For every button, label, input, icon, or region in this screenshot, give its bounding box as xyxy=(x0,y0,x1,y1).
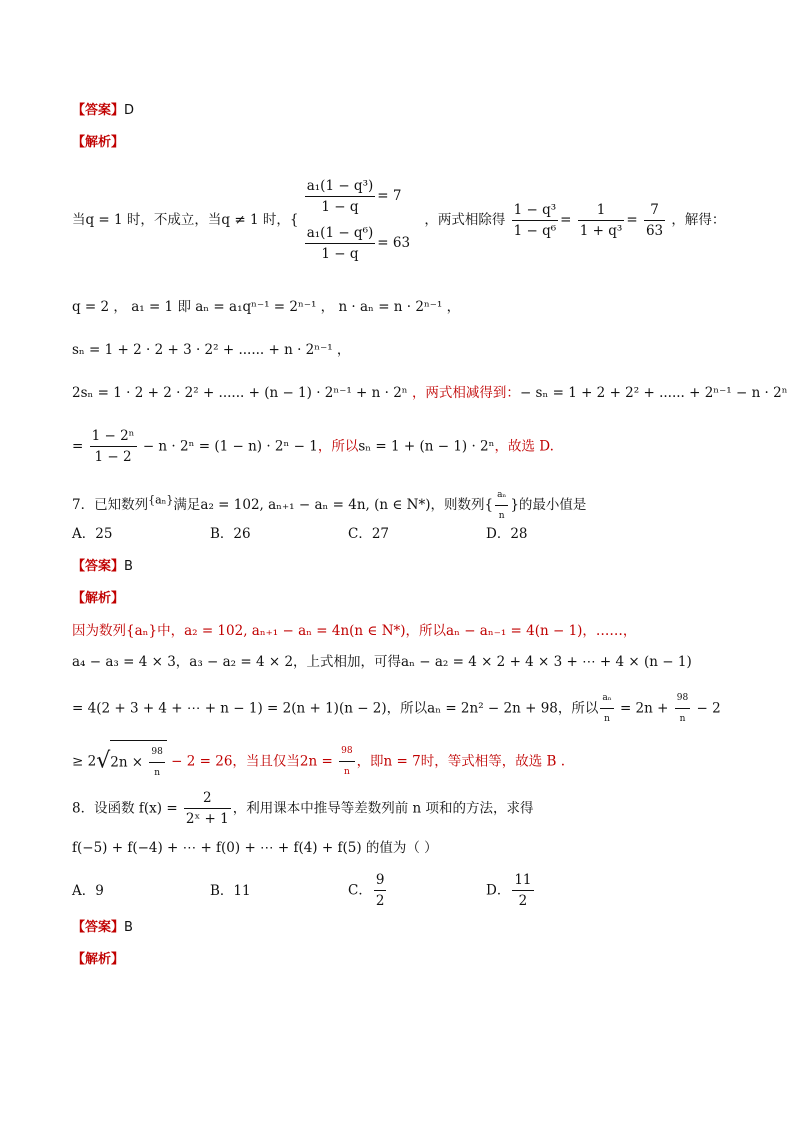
solution-7-line-2: a₄ − a₃ = 4 × 3，a₃ − a₂ = 4 × 2，上式相加，可得aₙ − a₂ = 4 × 2 + 4 × 3 + ⋯ + 4 × (n − 1) xyxy=(72,654,692,670)
fraction-denominator: n xyxy=(604,714,610,724)
fraction-numerator: 2 xyxy=(184,788,231,809)
equation: ≥ 2 xyxy=(72,753,97,770)
equation-rhs: = 7 xyxy=(377,188,402,204)
solution-text: ，两式相除得 xyxy=(424,212,506,228)
solution-text: − 2 = 26，当且仅当2n = xyxy=(166,753,338,770)
option-d[interactable] xyxy=(486,870,624,911)
answer-line-1 xyxy=(72,100,134,121)
fraction-denominator: 1 − q⁶ xyxy=(513,222,557,239)
solution-line-q: 当q = 1 时，不成立，当q ≠ 1 时，{ $\frac{\text{a₁(1 − q³)}}{1 - q}$ = 7 $\frac{\text{a₁(1 − q⁶)}}{1 - q}$ = 63 ，两式相除得 $\frac{\text{1 − q³}}{\text{1 − q⁶}}$ = $\frac{1}{\text{1 + q³}}$ = $\frac{7}{63}$ ，解得： xyxy=(72,178,726,262)
fraction-numerator: 7 xyxy=(644,200,665,221)
solution-line-s2 xyxy=(72,383,788,403)
fraction-denominator: 1 − q xyxy=(321,246,359,262)
answer-value: B xyxy=(124,559,133,574)
answer-value: D xyxy=(124,103,135,118)
solution-7-line-3 xyxy=(72,688,721,729)
question-text: 8．设函数 f(x) = xyxy=(72,800,182,817)
answer-value: B xyxy=(124,920,133,935)
answer-line-3 xyxy=(72,917,133,938)
analysis-tag: 【解析】 xyxy=(72,135,125,150)
question-text: 满足 xyxy=(173,497,201,513)
equation: 2sₙ = 1 · 2 + 2 · 2² + ...... + (n − 1) · 2ⁿ⁻¹ + n · 2ⁿ xyxy=(72,385,412,401)
question-7-options xyxy=(72,524,624,544)
answer-tag: 【答案】 xyxy=(72,920,125,935)
fraction-denominator: 1 − 2 xyxy=(94,449,132,465)
fraction-numerator: 98 xyxy=(149,742,164,763)
answer-line-2 xyxy=(72,556,133,577)
solution-text: ，两式相减得到： xyxy=(411,385,520,401)
fraction-numerator: 98 xyxy=(675,688,690,709)
answer-tag: 【答案】 xyxy=(72,103,125,118)
equation: a₂ = 102, aₙ₊₁ − aₙ = 4n, (n ∈ N*) xyxy=(200,497,431,513)
option-c[interactable] xyxy=(348,870,486,911)
option-label: C． xyxy=(348,882,372,899)
equation: − 2 xyxy=(692,700,721,717)
option-a[interactable]: A．9 xyxy=(72,882,104,899)
analysis-tag: 【解析】 xyxy=(72,591,125,606)
fraction-numerator: aₙ xyxy=(600,688,613,709)
solution-text: ，故选 D. xyxy=(494,438,554,455)
fraction-numerator: 11 xyxy=(512,870,533,891)
solution-text: 当q = 1 时，不成立，当q ≠ 1 时，{ xyxy=(72,212,299,228)
option-label: D． xyxy=(486,882,511,899)
equation-system xyxy=(303,176,410,264)
equation-rhs: = 63 xyxy=(377,235,411,251)
question-8-stem xyxy=(72,788,534,829)
fraction-numerator: aₙ xyxy=(495,485,508,506)
fraction-denominator: 63 xyxy=(645,222,664,239)
solution-text: ，所以 xyxy=(317,438,359,455)
solution-text: ，解得： xyxy=(671,212,726,228)
question-8-options xyxy=(72,870,624,911)
fraction-denominator: n xyxy=(343,767,350,777)
solution-text: ，即n = 7时，等式相等，故选 B . xyxy=(356,753,566,770)
question-7-stem xyxy=(72,485,586,526)
equation: = 4(2 + 3 + 4 + ⋯ + n − 1) = 2(n + 1)(n − 2)，所以aₙ = 2n² − 2n + 98，所以 xyxy=(72,700,599,717)
equation: − sₙ = 1 + 2 + 2² + ...... + 2ⁿ⁻¹ − n · 2ⁿ xyxy=(519,385,788,401)
equation: − n · 2ⁿ = (1 − n) · 2ⁿ − 1 xyxy=(142,438,318,455)
solution-line-s1: sₙ = 1 + 2 · 2 + 3 · 2² + ...... + n · 2ⁿ⁻¹ ， xyxy=(72,342,351,358)
question-text: 7．已知数列 xyxy=(72,497,149,513)
question-text: }的最小值是 xyxy=(510,497,587,513)
fraction-numerator: 1 xyxy=(578,200,625,221)
question-text: ，利用课本中推导等差数列前 n 项和的方法，求得 xyxy=(232,800,534,817)
square-root xyxy=(110,740,167,783)
fraction-denominator: 2 xyxy=(375,893,385,909)
equation: 2n × xyxy=(110,754,148,771)
fraction-denominator: 1 + q³ xyxy=(579,222,623,239)
fraction-numerator: a₁(1 − q³) xyxy=(305,176,376,197)
fraction-denominator: n xyxy=(679,714,686,724)
option-a[interactable]: A．25 xyxy=(72,526,113,542)
equation: = 2n + xyxy=(615,700,673,717)
option-c[interactable]: C．27 xyxy=(348,526,390,542)
fraction-denominator: 2 xyxy=(518,893,528,909)
solution-line-q2: q = 2 ， a₁ = 1 即 aₙ = a₁qⁿ⁻¹ = 2ⁿ⁻¹ ， n · aₙ = n · 2ⁿ⁻¹ ， xyxy=(72,299,461,315)
option-d[interactable]: D．28 xyxy=(486,526,528,542)
solution-7-line-4: ≥ 2√2n × $\frac{98}{n}$ − 2 = 26，当且仅当2n = $\frac{98}{n}$ ，即n = 7时，等式相等，故选 B . xyxy=(72,740,565,783)
fraction-numerator: 1 − q³ xyxy=(512,200,559,221)
question-text: ，则数列{ xyxy=(430,497,494,513)
analysis-heading-2 xyxy=(72,588,124,609)
solution-7-line-1: 因为数列{aₙ}中，a₂ = 102, aₙ₊₁ − aₙ = 4n(n ∈ N*)，所以aₙ − aₙ₋₁ = 4(n − 1)，……， xyxy=(72,623,637,639)
analysis-heading-3 xyxy=(72,949,124,970)
fraction-numerator: a₁(1 − q⁶) xyxy=(305,223,376,244)
fraction-numerator: 9 xyxy=(374,870,387,891)
option-b[interactable]: B．11 xyxy=(210,882,251,899)
answer-tag: 【答案】 xyxy=(72,559,125,574)
solution-line-s3: = $\frac{\text{1 − 2ⁿ}}{1 - 2}$ − n · 2ⁿ = (1 − n) · 2ⁿ − 1，所以sₙ = 1 + (n − 1) · 2ⁿ，故选 D. xyxy=(72,428,554,465)
option-b[interactable]: B．26 xyxy=(210,526,251,542)
analysis-tag: 【解析】 xyxy=(72,952,125,967)
fraction-denominator: n xyxy=(498,511,505,521)
analysis-heading-1 xyxy=(72,132,124,153)
fraction-denominator: n xyxy=(154,768,161,778)
fraction-denominator: 1 − q xyxy=(321,199,359,215)
sequence-symbol: {aₙ} xyxy=(148,493,174,507)
equation: sₙ = 1 + (n − 1) · 2ⁿ xyxy=(358,438,495,455)
fraction-numerator: 1 − 2ⁿ xyxy=(90,426,137,447)
question-8-line-2: f(−5) + f(−4) + ⋯ + f(0) + ⋯ + f(4) + f(5) 的值为（ ） xyxy=(72,840,438,856)
fraction-denominator: 2ˣ + 1 xyxy=(185,811,229,827)
fraction-numerator: 98 xyxy=(339,741,354,762)
